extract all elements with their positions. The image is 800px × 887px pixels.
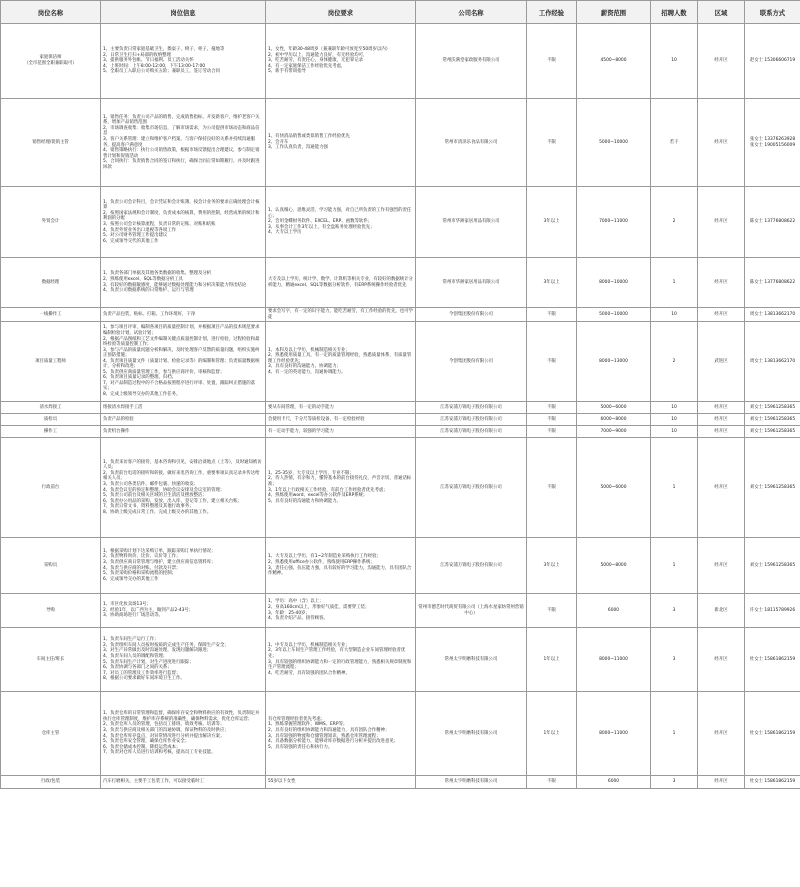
- header-row: [1, 1, 800, 24]
- area-cell: 经开区: [698, 538, 745, 594]
- job-requirements-cell-line: 2、会开车: [268, 139, 289, 145]
- job-requirements-cell: [266, 258, 416, 308]
- job-requirements-cell-line: 55岁以下女性: [268, 779, 296, 785]
- job-requirements-cell-line: 4、有一定的英语能力，沟通协调能力。: [268, 369, 346, 375]
- salary-cell: 5000~6000: [577, 438, 651, 538]
- job-info-cell-line: 3、参与产品的质量问题分析和解决，及时处理客户反馈的质量问题，组织实施纠正预防措施；: [103, 347, 260, 359]
- job-requirements-cell-line: 1、大专及以上学历，有1~2年制造业采购执行工作经验；: [268, 554, 382, 560]
- experience-cell: 3年以上: [527, 187, 577, 258]
- area-cell: 经开区: [698, 438, 745, 538]
- header-job-title: 岗位名称: [1, 1, 101, 24]
- job-info-cell-line: 负责机台操作: [103, 428, 130, 434]
- contact-cell: 杜女士 15861862159: [745, 628, 800, 692]
- headcount-cell: 10: [651, 308, 698, 322]
- job-requirements-cell-line: 2、熟悉使用office办公软件，熟练使用ERP操作系统；: [268, 559, 375, 565]
- job-requirements-cell-line: 4、负责介绍产品，接待顾客。: [268, 616, 328, 622]
- job-info-cell-line: 1、负责公司会计科目，会计凭证和会计账簿，按会计业务的要求正确处理会计核算: [103, 199, 260, 211]
- contact-cell: 刘女士 15961258365: [745, 414, 800, 426]
- job-title-cell: 采购员: [1, 538, 101, 594]
- job-info-cell-line: 1、负责来访客户的接待，基本咨询和引见，安排洽谈地点（上等），及时通知被访人员；: [103, 459, 262, 471]
- area-cell: 经开区: [698, 628, 745, 692]
- job-requirements-cell-line: 4、大专以上学历: [268, 230, 302, 236]
- headcount-cell: 10: [651, 24, 698, 99]
- company-cell: 江苏安浦万锦电子股份有限公司: [416, 438, 527, 538]
- job-title-cell: 操作工: [1, 426, 101, 438]
- salary-cell: 7000~9000: [577, 426, 651, 438]
- job-info-cell-line: 5、负责公司前台及相关区域的卫生清洁及摆放整洁；: [103, 493, 207, 499]
- job-info-cell: [101, 628, 266, 692]
- salary-cell: 5000~10000: [577, 99, 651, 187]
- table-row: [1, 692, 800, 776]
- job-info-cell-line: 2、根据产品图纸和工艺文件编制关键点质量控制计划，进行检验，过程检验和最终检验等质量控制工作；: [103, 336, 260, 348]
- job-requirements-cell: [266, 594, 416, 628]
- job-info-cell-line: 8、根据公司要求做好车间环境卫生工作。: [103, 676, 185, 682]
- area-cell: 经开区: [698, 426, 745, 438]
- table-row: [1, 402, 800, 414]
- job-requirements-cell-line: 要从车间管理，有一定的动手能力: [268, 404, 334, 410]
- job-requirements-cell-line: 2、熟悉使用质量工具，有一定的质量管理经验，熟悉质量体系，有质量管理工作经验优先；: [268, 353, 412, 364]
- company-cell: 常州太宇明磨科技有限公司: [416, 692, 527, 776]
- job-info-cell-line: 2、负责仓库人员的管理，包括员工排班、绩效考核、培训等；: [103, 722, 225, 728]
- job-requirements-cell: [266, 322, 416, 402]
- table-row: [1, 308, 800, 322]
- contact-cell: 周女士 13813662170: [745, 322, 800, 402]
- company-cell: 今创集团股份有限公司: [416, 322, 527, 402]
- salary-cell: 6000: [577, 776, 651, 789]
- table-row: [1, 538, 800, 594]
- header-company: 公司名称: [416, 1, 527, 24]
- job-requirements-cell-line: 4、具备数据分析能力，能够对库存数据进行分析并提出改进意见；: [268, 739, 399, 745]
- job-requirements-cell: [266, 402, 416, 414]
- salary-cell: 8000~13000: [577, 322, 651, 402]
- job-requirements-cell-line: 1、中专及以上学历，机械制造相关专业；: [268, 642, 350, 648]
- area-cell: 经开区: [698, 692, 745, 776]
- table-row: [1, 322, 800, 402]
- area-cell: 经开区: [698, 187, 745, 258]
- company-cell: 常州市华洲家居用品有限公司: [416, 258, 527, 308]
- headcount-cell: 10: [651, 426, 698, 438]
- job-info-cell: [101, 308, 266, 322]
- salary-cell: 8000~10000: [577, 258, 651, 308]
- salary-cell: 6000~8000: [577, 414, 651, 426]
- job-requirements-cell: [266, 426, 416, 438]
- job-info-cell-line: 4、负责项目质量文件（质量计划、检验记录等）的编制和管理；负责质量数据统计，分析和改进；: [103, 358, 260, 370]
- job-info-cell-line: 2、熟练使用excel、SQL等数据分析工具: [103, 276, 184, 282]
- table-row: [1, 99, 800, 187]
- headcount-cell: 10: [651, 414, 698, 426]
- job-title-cell: 质检员: [1, 414, 101, 426]
- job-info-cell-line: 负责产品包装，贴标、打箱、工作环境好，干净: [103, 311, 196, 317]
- job-title-cell: 清水焊接工: [1, 402, 101, 414]
- headcount-cell: 2: [651, 322, 698, 402]
- header-job-info: 岗位信息: [101, 1, 266, 24]
- table-row: [1, 258, 800, 308]
- job-info-cell-line: 2、按照国家法规和会计制度，负责成本的核算，费用的控制，经营成果的统计和利润的分配: [103, 210, 260, 222]
- company-cell: 常州市清泽乐食品有限公司: [416, 99, 527, 187]
- job-requirements-cell-line: 2、待人热情，有亲和力，懂得基本的前台接待礼仪，声音亲切，普通话标准；: [268, 476, 412, 487]
- job-info-cell: [101, 322, 266, 402]
- job-requirements-cell-line: 1、女性，年龄30-48周岁（兼兼职年龄可放宽至50周岁以内）: [268, 47, 391, 53]
- job-requirements-cell-line: 1、25-35岁，大专及以上学历，专业不限；: [268, 470, 354, 476]
- job-info-cell-line: 5、合同执行：负责销售合同的签订和执行，确保合同正常如期履行，并及时跟进回款: [103, 159, 260, 170]
- salary-cell: 5000~6000: [577, 402, 651, 414]
- company-cell: 常州市华洲家居用品有限公司: [416, 187, 527, 258]
- area-cell: 武进区: [698, 322, 745, 402]
- area-cell: 经开区: [698, 414, 745, 426]
- job-info-cell-line: 6、负责仓储成本控制，降低运营成本；: [103, 744, 181, 750]
- headcount-cell: 1: [651, 538, 698, 594]
- job-info-cell-line: 4、负责车间人员的调配和管理；: [103, 653, 168, 659]
- job-info-cell-line: 3、负责供应商日常管理与维护，建立供应商信息资料库；: [103, 559, 216, 565]
- job-info-cell-line: 4、销售策略执行：执行公司销售政策，根据市场反馈提出合理建议，参与制定销售计划和促销活动: [103, 148, 260, 159]
- headcount-cell: 10: [651, 402, 698, 414]
- experience-cell: 不限: [527, 402, 577, 414]
- contact-cell: 周女士 13813662170: [745, 308, 800, 322]
- job-requirements-cell-line: 4、吃苦耐劳，具有较强的团队合作精神。: [268, 670, 350, 676]
- job-requirements-cell-line: 1、熟练掌握管理软件、WMS、ERP等；: [268, 722, 348, 728]
- table-row: [1, 187, 800, 258]
- job-info-cell-line: 4、负责公司数据系统的日常维护、运行与管理: [103, 288, 194, 294]
- experience-cell: 不限: [527, 322, 577, 402]
- job-info-cell-line: 3、提供服务外包帐、节日福利、员工活动关怀: [103, 58, 194, 64]
- job-info-cell-line: 4、负责仓库库存盘点，对异常情况进行分析并提出解决方案；: [103, 733, 225, 739]
- experience-cell: 不限: [527, 776, 577, 789]
- job-requirements-cell-line: 5、新手有带训指导: [268, 69, 306, 75]
- job-info-cell-line: 3、负责与供应商及相关部门的沟通协调，保证物料的及时供应；: [103, 727, 229, 733]
- contact-cell: 杜女士 15861862159: [745, 776, 800, 789]
- job-requirements-cell-line: 5、具有较强的责任心和执行力。: [268, 744, 333, 750]
- job-requirements-cell-line: 3、具有较强的组织协调能力和一定的行政管理能力，熟悉相关规章制度和生产管理流程；: [268, 659, 412, 671]
- job-info-cell-line: 3、负责公司各类信件、邮件包裹、快递的收发；: [103, 481, 198, 487]
- table-row: [1, 594, 800, 628]
- job-requirements-cell-line: 1、本科及以上学历，机械制造相关专业；: [268, 347, 350, 353]
- headcount-cell: 1: [651, 438, 698, 538]
- job-requirements-cell: [266, 99, 416, 187]
- job-requirements-cell-line: 3、具有较强的物流和仓储管理知识，熟悉仓库管理流程；: [268, 733, 381, 739]
- job-info-cell-line: 6、完成领导交代的其他工作: [103, 238, 159, 244]
- experience-cell: 不限: [527, 414, 577, 426]
- table-row: [1, 24, 800, 99]
- job-info-cell-line: 7、负责日常文书，资料整理及其他行政事务；: [103, 504, 194, 510]
- job-info-cell-line: 1、根据采购计划下达采购订单，跟踪采购订单执行情况；: [103, 548, 216, 554]
- job-info-cell-line: 8、协助上级完成日常工作，完成上级交办的其他工作。: [103, 509, 212, 515]
- job-requirements-cell-line: 2、具有良好的组织协调能力和沟通能力，具有团队合作精神；: [268, 727, 390, 733]
- job-info-cell-line: 1、销售任务：负责公司产品的销售，完成销售指标，开发新客户，维护老客户关系，增加产品销售范围: [103, 114, 260, 126]
- job-title-cell: 一线操作工: [1, 308, 101, 322]
- job-requirements-cell-line: 会使用卡尺，千分尺等质检设备，有一定检验经验: [268, 416, 365, 422]
- area-cell: 经开区: [698, 402, 745, 414]
- job-requirements-cell: [266, 187, 416, 258]
- job-requirements-cell-line: 3、1年以上行政相关工作经验，有前台工作经验者优先考虑；: [268, 487, 388, 493]
- job-requirements-cell-line: 2、3年以上车间生产管理工作经验，有大型制造企业车间管理经验者优先；: [268, 648, 406, 659]
- headcount-cell: 3: [651, 594, 698, 628]
- job-info-cell: [101, 776, 266, 789]
- job-title-cell: 行政/包装: [1, 776, 101, 789]
- job-info-cell-line: 2、经验1年，以广西为主，做到产品2-43号；: [103, 607, 194, 613]
- experience-cell: 不限: [527, 438, 577, 538]
- header-area: 区域: [698, 1, 745, 24]
- job-requirements-cell-line: 2、身高160cm以上，形象好气质佳，需要穿工装；: [268, 604, 370, 610]
- job-requirements-cell-line: 4、有一定家庭保洁工作经验优先考虑，: [268, 63, 346, 69]
- job-info-cell-line: 1、负责仓库的日常管理和监督，确保库存安全和物料供应的有效性，负责制定并执行仓库管理制度，维护库存系统的准确性，确保物料需求，优化仓库运营；: [103, 711, 260, 722]
- job-info-cell-line: 7、负责对仓库人员进行培训和考核，提高员工专业技能。: [103, 750, 216, 756]
- job-requirements-cell-line: 5、具有良好的沟通能力和协调能力。: [268, 498, 342, 504]
- contact-cell: 刘女士 15961258365: [745, 438, 800, 538]
- header-experience: 工作经验: [527, 1, 577, 24]
- job-requirements-cell-line: 要求会写字，有一定的识字能力，能吃苦耐劳，有工作经验的优先，也可学徒: [268, 308, 413, 320]
- headcount-cell: 若干: [651, 99, 698, 187]
- job-info-cell-line: 5、负责供应商质量管理工作，参与供应商评价，审核和监督；: [103, 369, 225, 375]
- contact-cell: 陈女士 13776808622: [745, 258, 800, 308]
- table-row: [1, 426, 800, 438]
- job-info-cell-line: 6、负责协调与各部门之间的关系；: [103, 665, 172, 671]
- salary-cell: 8000~11000: [577, 692, 651, 776]
- table-row: [1, 414, 800, 426]
- company-cell: 江苏安浦万锦电子股份有限公司: [416, 426, 527, 438]
- job-info-cell-line: 4、负责外贸业务出口退税等各项工作: [103, 227, 177, 233]
- experience-cell: 不限: [527, 99, 577, 187]
- company-cell: 常州太宇明磨科技有限公司: [416, 776, 527, 789]
- header-headcount: 招聘人数: [651, 1, 698, 24]
- experience-cell: 1年以上: [527, 628, 577, 692]
- job-info-cell-line: 7、对产品制造过程中的不合格品按照程序进行评审、处置，跟踪纠正措施的落实；: [103, 380, 256, 392]
- job-title-cell: 外贸会计: [1, 187, 101, 258]
- salary-cell: 8000~11000: [577, 628, 651, 692]
- job-info-cell: [101, 99, 266, 187]
- job-title-cell: 车间主任/班长: [1, 628, 101, 692]
- job-info-cell: [101, 426, 266, 438]
- job-requirements-cell: [266, 438, 416, 538]
- job-requirements-cell-line: 1、认真细心，思维灵活，学习能力强，对自己所负责的工作有强烈的责任心；: [268, 208, 412, 219]
- table-row: [1, 776, 800, 789]
- job-requirements-cell: [266, 628, 416, 692]
- job-info-cell-line: 1、参与项目评审，编制各项目的质量控制计划，并根据项目产品的技术规范要求编制检验计划，试验计划；: [103, 325, 260, 336]
- job-requirements-cell: [266, 414, 416, 426]
- job-info-cell-line: 2、负责物料询价、比价、议价等工作；: [103, 554, 181, 560]
- job-title-cell: 销售经理/促销主管: [1, 99, 101, 187]
- company-cell: 江苏安浦万锦电子股份有限公司: [416, 402, 527, 414]
- job-requirements-cell: [266, 692, 416, 776]
- area-cell: 新北区: [698, 594, 745, 628]
- job-title-cell: 数据经理: [1, 258, 101, 308]
- job-requirements-cell-line: 3、吃苦耐劳，有责任心，身体健康，无犯罪记录: [268, 58, 363, 64]
- job-requirements-cell-line: 2、初中学历以上，沟通能力良好，有无经验均可，: [268, 52, 368, 58]
- job-info-cell-line: 3、按照公司会计核算流程，负责日常的记账、对账和结账: [103, 222, 216, 227]
- job-requirements-cell-line: 1、学历：高中（含）以上；: [268, 599, 324, 605]
- job-info-cell: [101, 187, 266, 258]
- job-requirements-cell: [266, 308, 416, 322]
- job-info-cell-line: 2、日常卫生打扫+局部的收纳整理: [103, 52, 171, 58]
- job-info-cell-line: 2、负责组织车间人员按时按质的完成生产任务，保障生产安全；: [103, 642, 229, 648]
- company-cell: 常州太宇明磨科技有限公司: [416, 628, 527, 692]
- experience-cell: 不限: [527, 308, 577, 322]
- job-title-cell: 导购: [1, 594, 101, 628]
- contact-cell: 许女士 18115789926: [745, 594, 800, 628]
- job-title-cell: 家庭保洁师 （全市范围全职兼职取可）: [1, 24, 101, 99]
- job-requirements-cell: [266, 538, 416, 594]
- headcount-cell: 3: [651, 628, 698, 692]
- job-info-cell: [101, 24, 266, 99]
- job-requirements-cell-line: 3、从事会计工作3年以上，有全盘账务处理经验优先；: [268, 224, 375, 230]
- area-cell: 经开区: [698, 258, 745, 308]
- table-row: [1, 628, 800, 692]
- headcount-cell: 3: [651, 776, 698, 789]
- job-info-cell-line: 5、负责采购价格和采购流程的控制；: [103, 571, 177, 577]
- job-info-cell-line: 4、负责会议室的预定和整理，协助会议安排及会议室的管理；: [103, 487, 225, 493]
- header-contact: 联系方式: [745, 1, 800, 24]
- job-info-cell: [101, 438, 266, 538]
- experience-cell: 不限: [527, 24, 577, 99]
- table-row: [1, 438, 800, 538]
- job-requirements-cell-line: 3、具有良好的沟通能力、协调能力；: [268, 364, 342, 370]
- job-info-cell-line: 汽车打磨相关，主要手工包装工作，可以接受临时工: [103, 779, 204, 785]
- header-salary: 薪资范围: [577, 1, 651, 24]
- job-info-cell-line: 熔接清水焊接手工活: [103, 404, 143, 410]
- salary-cell: 5000~10000: [577, 308, 651, 322]
- job-info-cell-line: 6、负责办公用品的采购、发放、出入库、登记等工作，建立相关台账；: [103, 498, 242, 504]
- job-info-cell-line: 5、全职员工入职后公司购买五险；兼职员工，签订劳动合同: [103, 69, 220, 75]
- area-cell: 经开区: [698, 24, 745, 99]
- job-info-cell: [101, 258, 266, 308]
- experience-cell: 不限: [527, 594, 577, 628]
- job-info-cell-line: 2、市场调查收集：收集市场信息，了解市场需求，为公司提供市场动态和商品信息: [103, 125, 260, 137]
- contact-cell: 张女士 13376263928 张女士 19005156009: [745, 99, 800, 187]
- job-info-cell-line: 4、上班时间：上午8:00-12:00，下午13:00-17:00: [103, 63, 206, 69]
- job-info-cell: [101, 538, 266, 594]
- area-cell: 经开区: [698, 776, 745, 789]
- job-requirements-cell-line: 4、熟练使用word、excel等办公软件及ERP系统；: [268, 493, 368, 499]
- job-requirements-cell: [266, 24, 416, 99]
- job-requirements-cell-line: 3、责任心强，抗压能力强，具有较好的学习能力，沟通能力，具有团队合作精神。: [268, 565, 412, 577]
- experience-cell: 3年以上: [527, 538, 577, 594]
- job-title-cell: 项目质量工程师: [1, 322, 101, 402]
- job-info-cell-line: 5、对公司财务管理工作提出建议: [103, 233, 168, 239]
- area-cell: 经开区: [698, 99, 745, 187]
- salary-cell: 7000~11000: [577, 187, 651, 258]
- job-info-cell-line: 3、协助商场进行厂场活动等。: [103, 613, 163, 619]
- job-requirements-cell-line: 1、有快消品销售或类似销售工作经验优先: [268, 134, 350, 140]
- company-cell: 常州市德艺时代商贸有限公司（上海水星家纺常州营销中心）: [416, 594, 527, 628]
- contact-cell: 刘女士 15961258365: [745, 426, 800, 438]
- job-info-cell-line: 5、负责车间生产计划，对生产进度进行跟踪；: [103, 659, 194, 665]
- job-info-cell: [101, 692, 266, 776]
- headcount-cell: 1: [651, 692, 698, 776]
- job-info-cell-line: 8、完成上级领导交办的其他工作任务。: [103, 392, 181, 397]
- experience-cell: 3年以上: [527, 258, 577, 308]
- job-info-cell: [101, 402, 266, 414]
- job-title-cell: 仓库主管: [1, 692, 101, 776]
- contact-cell: 刘女士 15961258365: [745, 538, 800, 594]
- job-info-cell-line: 1、负责车间生产运行工作；: [103, 637, 159, 643]
- job-requirements-cell-line: 有仓库管理经验者优先考虑；: [268, 716, 326, 722]
- job-info-cell: [101, 414, 266, 426]
- company-cell: 江苏安浦万锦电子股份有限公司: [416, 414, 527, 426]
- experience-cell: 不限: [527, 426, 577, 438]
- header-job-requirements: 岗位要求: [266, 1, 416, 24]
- contact-cell: 杜女士 15861862159: [745, 692, 800, 776]
- job-info-cell-line: 6、负责项目质量记录的整理、归档；: [103, 375, 177, 381]
- job-info-cell-line: 3、客户关系管理：建立和维护客户档案，与客户保持良好的关系并持续沟通服务，提高客户满意度: [103, 136, 256, 148]
- job-requirements-cell-line: 3、年龄：25-40岁；: [268, 610, 310, 616]
- experience-cell: 1年以上: [527, 692, 577, 776]
- contact-cell: 赵女士 15306606719: [745, 24, 800, 99]
- salary-cell: 6000: [577, 594, 651, 628]
- contact-cell: 刘女士 15961258365: [745, 402, 800, 414]
- headcount-cell: 1: [651, 258, 698, 308]
- company-cell: 江苏安浦万锦电子股份有限公司: [416, 538, 527, 594]
- job-info-cell-line: 1、负责各部门单据及其他各类数据的收集、整理及分析: [103, 271, 212, 277]
- job-requirements-cell-line: 有一定动手能力，较强的学习能力: [268, 428, 334, 434]
- job-info-cell-line: 6、完成领导交办的其他工作: [103, 576, 159, 582]
- area-cell: 经开区: [698, 308, 745, 322]
- salary-cell: 5000~8000: [577, 538, 651, 594]
- job-requirements-cell-line: 2、会用金蝶财务软件、EXCEL、ERP、函数等软件；: [268, 219, 373, 225]
- job-info-cell-line: 负责产品的检验: [103, 416, 134, 422]
- job-info-cell-line: 4、负责与供应商的对账、付款及开票；: [103, 565, 181, 571]
- headcount-cell: 2: [651, 187, 698, 258]
- job-info-cell-line: 1、市区化妆卖场13号；: [103, 602, 151, 608]
- job-requirements-cell: [266, 776, 416, 789]
- salary-cell: 4500~8000: [577, 24, 651, 99]
- job-info-cell-line: 3、有较好的数据敏感度，能够通过数据处理能力和分析决策能力得出结论: [103, 282, 247, 288]
- job-info-cell: [101, 594, 266, 628]
- contact-cell: 陈女士 13776808622: [745, 187, 800, 258]
- job-info-cell-line: 3、对生产异常做出及时沟通处理，发现问题解决跟进；: [103, 648, 212, 654]
- job-info-cell-line: 7、对员工的管理及工作效率进行监督；: [103, 670, 181, 676]
- job-info-cell-line: 2、负责前台电话的接听和转接，做好来电咨询工作，重要事项认真记录并传达给相关人员；: [103, 470, 260, 482]
- company-cell: 常州沃满堂家政服务有限公司: [416, 24, 527, 99]
- job-requirements-cell-line: 大专及以上学历，统计学、数学、计算机等相关专业，有较好的数据统计分析能力，精通excel、SQL等数据分析软件，有ERP系统操作经验者优先: [268, 276, 413, 288]
- company-cell: 今创集团股份有限公司: [416, 308, 527, 322]
- job-info-cell-line: 1、主要负责日常家庭基础卫生，擦桌子、椅子、柜子、拖地等: [103, 47, 225, 53]
- job-title-cell: 行政前台: [1, 438, 101, 538]
- job-requirements-cell-line: 3、工作认真负责，沟通能力强: [268, 145, 328, 151]
- job-info-cell-line: 5、负责仓库安全管理，确保仓库作业安全；: [103, 739, 190, 745]
